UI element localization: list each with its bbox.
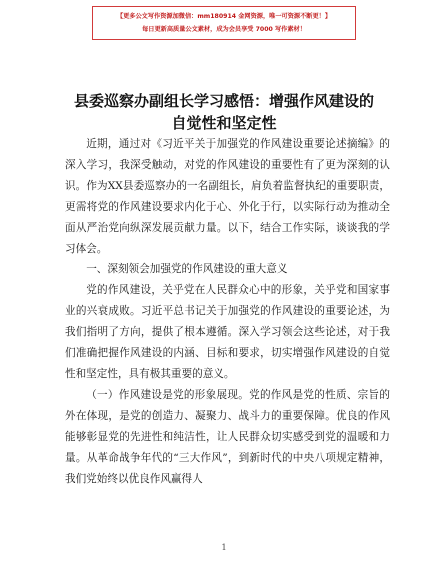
paragraph-intro: 近期，通过对《习近平关于加强党的作风建设重要论述摘编》的深入学习，我深受触动，对党的作风建设的重要性有了更为深刻的认识。作为XX县委巡察办的一名副组长，肩负着监督执纪的重要职责，更需将党的作风建设要求内化于心、外化于行，以实际行动为推动全面从严治党向纵深发展贡献力量。以下，结合工作实际，谈谈我的学习体会。 — [65, 138, 390, 255]
promo-line-1: 【更多公文写作资源加微信：mm180914 金网资源，唯一可资源不断更！】 — [116, 13, 332, 20]
section-heading-1: 一、深刻领会加强党的作风建设的重大意义 — [86, 263, 288, 276]
document-body — [65, 134, 390, 489]
title-line-2: 自觉性和坚定性 — [171, 114, 277, 132]
paragraph-section-1: 党的作风建设，关乎党在人民群众心中的形象，关乎党和国家事业的兴衰成败。习近平总书记关于加强党的作风建设的重要论述，为我们指明了方向，提供了根本遵循。深入学习领会这些论述，对于我们准确把握作风建设的内涵、目标和要求，切实增强作风建设的自觉性和坚定性，具有极其重要的意义。 — [65, 284, 390, 380]
page-number: 1 — [221, 543, 227, 552]
promo-line-2: 每日更新高质量公文素材，成为会员享受 7000 写作素材！ — [142, 26, 306, 33]
promo-header-box — [92, 6, 356, 40]
document-title — [46, 90, 402, 134]
paragraph-subsection-1: （一）作风建设是党的形象展现。党的作风是党的性质、宗旨的外在体现，是党的创造力、凝聚力、战斗力的重要保障。优良的作风能够彰显党的先进性和纯洁性，让人民群众切实感受到党的温暖和力量。从革命战争年代的“三大作风”，到新时代的中央八项规定精神，我们党始终以优良作风赢得人 — [65, 388, 390, 485]
title-line-1: 县委巡察办副组长学习感悟：增强作风建设的 — [73, 92, 374, 110]
